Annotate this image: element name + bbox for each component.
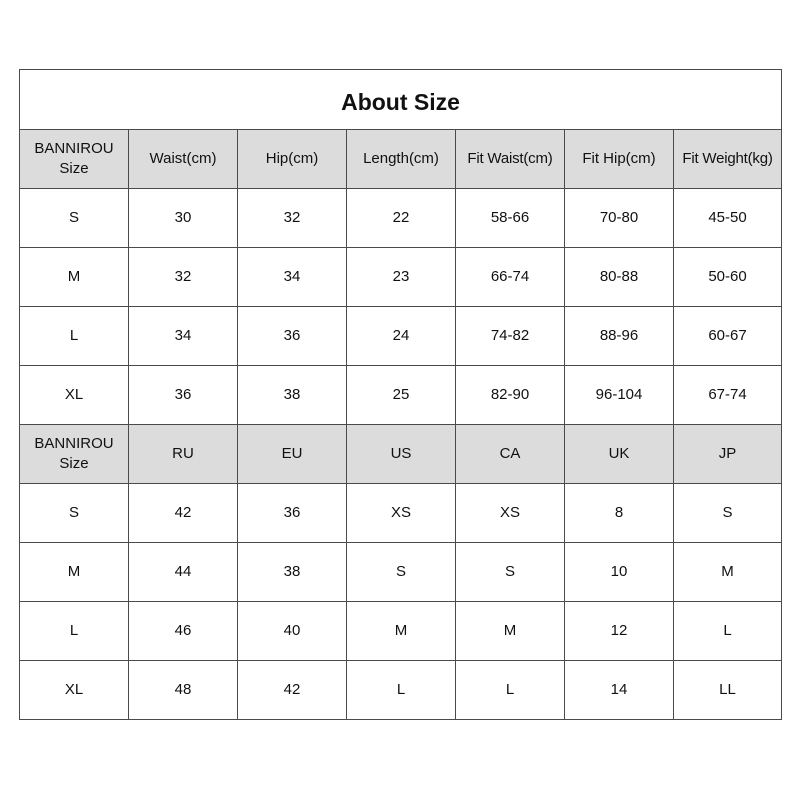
fit-hip-cell: 80-88	[565, 248, 674, 307]
conversion-header-row	[20, 425, 782, 484]
column-header-eu: EU	[238, 425, 347, 484]
size-cell: M	[20, 543, 129, 602]
table-row	[20, 543, 782, 602]
column-header-us: US	[347, 425, 456, 484]
column-header-fit-weight: Fit Weight(kg)	[674, 130, 782, 189]
column-header-waist: Waist(cm)	[129, 130, 238, 189]
hip-cell: 34	[238, 248, 347, 307]
jp-cell: S	[674, 484, 782, 543]
table-row	[20, 602, 782, 661]
waist-cell: 36	[129, 366, 238, 425]
column-header-length: Length(cm)	[347, 130, 456, 189]
ca-cell: M	[456, 602, 565, 661]
measurements-header-row	[20, 130, 782, 189]
length-cell: 22	[347, 189, 456, 248]
hip-cell: 36	[238, 307, 347, 366]
hip-cell: 38	[238, 366, 347, 425]
brand-label: BANNIROU	[34, 140, 114, 157]
table-row	[20, 661, 782, 720]
column-header-jp: JP	[674, 425, 782, 484]
fit-waist-cell: 74-82	[456, 307, 565, 366]
jp-cell: L	[674, 602, 782, 661]
us-cell: L	[347, 661, 456, 720]
length-cell: 25	[347, 366, 456, 425]
size-cell: L	[20, 307, 129, 366]
size-cell: XL	[20, 661, 129, 720]
length-cell: 23	[347, 248, 456, 307]
us-cell: S	[347, 543, 456, 602]
fit-hip-cell: 88-96	[565, 307, 674, 366]
jp-cell: LL	[674, 661, 782, 720]
ca-cell: XS	[456, 484, 565, 543]
column-header-uk: UK	[565, 425, 674, 484]
waist-cell: 34	[129, 307, 238, 366]
column-header-ru: RU	[129, 425, 238, 484]
uk-cell: 8	[565, 484, 674, 543]
fit-weight-cell: 50-60	[674, 248, 782, 307]
brand-size-header-cell	[20, 425, 129, 484]
size-label: Size	[59, 160, 89, 177]
us-cell: M	[347, 602, 456, 661]
chart-title: About Size	[20, 70, 782, 130]
table-row	[20, 189, 782, 248]
size-cell: S	[20, 484, 129, 543]
fit-hip-cell: 70-80	[565, 189, 674, 248]
uk-cell: 14	[565, 661, 674, 720]
size-cell: S	[20, 189, 129, 248]
title-row	[20, 70, 782, 130]
column-header-ca: CA	[456, 425, 565, 484]
brand-size-header-cell	[20, 130, 129, 189]
ca-cell: S	[456, 543, 565, 602]
column-header-fit-waist: Fit Waist(cm)	[456, 130, 565, 189]
waist-cell: 30	[129, 189, 238, 248]
fit-waist-cell: 66-74	[456, 248, 565, 307]
ru-cell: 44	[129, 543, 238, 602]
hip-cell: 32	[238, 189, 347, 248]
ru-cell: 46	[129, 602, 238, 661]
uk-cell: 10	[565, 543, 674, 602]
ru-cell: 42	[129, 484, 238, 543]
eu-cell: 36	[238, 484, 347, 543]
column-header-hip: Hip(cm)	[238, 130, 347, 189]
jp-cell: M	[674, 543, 782, 602]
brand-label: BANNIROU	[34, 435, 114, 452]
eu-cell: 42	[238, 661, 347, 720]
table-row	[20, 248, 782, 307]
waist-cell: 32	[129, 248, 238, 307]
ca-cell: L	[456, 661, 565, 720]
fit-waist-cell: 82-90	[456, 366, 565, 425]
size-label: Size	[59, 455, 89, 472]
eu-cell: 38	[238, 543, 347, 602]
fit-weight-cell: 45-50	[674, 189, 782, 248]
table-row	[20, 484, 782, 543]
ru-cell: 48	[129, 661, 238, 720]
size-cell: L	[20, 602, 129, 661]
size-cell: XL	[20, 366, 129, 425]
fit-weight-cell: 67-74	[674, 366, 782, 425]
fit-weight-cell: 60-67	[674, 307, 782, 366]
fit-hip-cell: 96-104	[565, 366, 674, 425]
column-header-fit-hip: Fit Hip(cm)	[565, 130, 674, 189]
length-cell: 24	[347, 307, 456, 366]
size-chart-table	[19, 69, 782, 720]
fit-waist-cell: 58-66	[456, 189, 565, 248]
size-cell: M	[20, 248, 129, 307]
table-row	[20, 307, 782, 366]
us-cell: XS	[347, 484, 456, 543]
eu-cell: 40	[238, 602, 347, 661]
uk-cell: 12	[565, 602, 674, 661]
table-row	[20, 366, 782, 425]
